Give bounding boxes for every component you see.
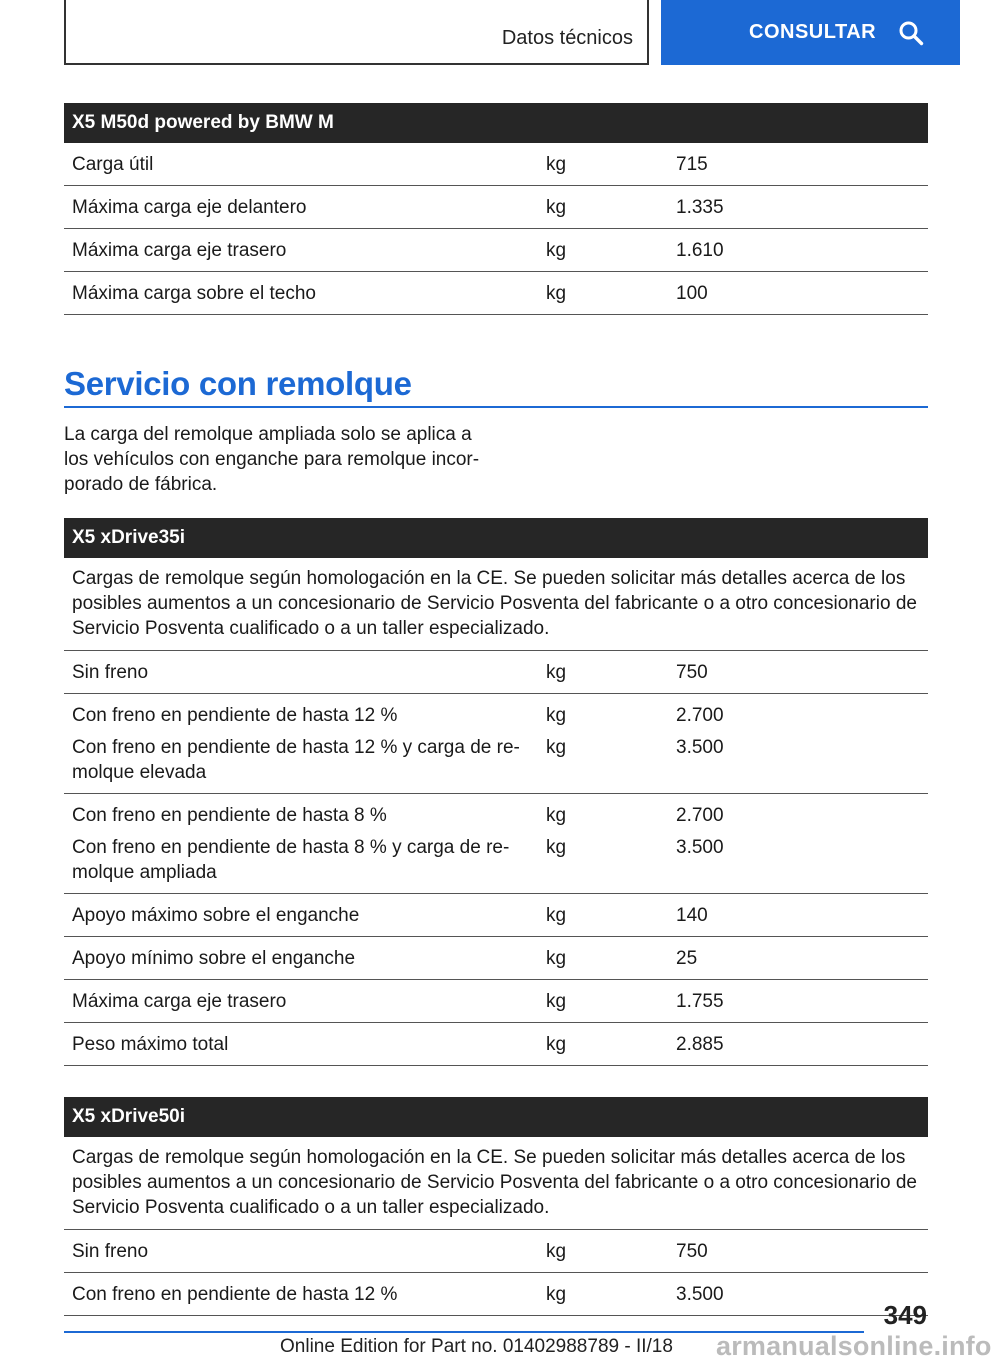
row-label-secondary: Con freno en pendiente de hasta 12 % y carga de remolque elevada — [72, 737, 520, 783]
row-unit: kg — [538, 143, 668, 186]
row-unit-group — [538, 694, 668, 794]
page-content — [64, 103, 928, 1316]
row-value: 1.610 — [668, 229, 928, 272]
table-description: Cargas de remolque según homologación en la CE. Se pueden solicitar más detalles acerca de los posibles aumentos a un concesionario de Servicio Posventa del fabricante o a otro concesionario de Servicio Posventa cualificado o a un taller especializado. — [64, 1137, 928, 1230]
consult-button[interactable] — [661, 0, 960, 65]
table-description-row — [64, 558, 928, 651]
table-row — [64, 694, 928, 794]
row-label: Con freno en pendiente de hasta 12 % — [72, 705, 398, 726]
row-value: 2.885 — [668, 1023, 928, 1066]
watermark: armanualsonline.info — [716, 1331, 992, 1361]
row-label: Máxima carga eje trasero — [64, 980, 538, 1023]
table-row — [64, 1273, 928, 1316]
row-value: 715 — [668, 143, 928, 186]
section-heading: Servicio con remolque — [64, 365, 928, 408]
table-row — [64, 937, 928, 980]
row-label: Apoyo mínimo sobre el enganche — [64, 937, 538, 980]
table-title: X5 M50d powered by BMW M — [64, 103, 928, 143]
table-row — [64, 229, 928, 272]
section-intro: La carga del remolque ampliada solo se aplica a los vehículos con enganche para remolque incorporado de fábrica. — [64, 424, 480, 495]
table-description: Cargas de remolque según homologación en la CE. Se pueden solicitar más detalles acerca de los posibles aumentos a un concesionario de Servicio Posventa del fabricante o a otro concesionario de Servicio Posventa cualificado o a un taller especializado. — [64, 558, 928, 651]
row-label: Máxima carga eje trasero — [64, 229, 538, 272]
row-value-group — [668, 794, 928, 894]
row-value-group — [668, 694, 928, 794]
row-value: 140 — [668, 894, 928, 937]
row-unit-group — [538, 794, 668, 894]
consult-button-label: CONSULTAR — [749, 21, 877, 43]
row-unit: kg — [538, 1230, 668, 1273]
row-value: 100 — [668, 272, 928, 315]
row-unit: kg — [546, 705, 567, 726]
table-row — [64, 272, 928, 315]
spec-table-x5-xdrive50i — [64, 1097, 928, 1316]
table-row — [64, 651, 928, 694]
row-value: 1.755 — [668, 980, 928, 1023]
table-row — [64, 143, 928, 186]
table-title: X5 xDrive50i — [64, 1097, 928, 1137]
row-label: Peso máximo total — [64, 1023, 538, 1066]
search-icon — [898, 20, 924, 46]
row-unit: kg — [538, 1273, 668, 1316]
row-label: Sin freno — [64, 651, 538, 694]
row-unit: kg — [538, 272, 668, 315]
footer-edition: Online Edition for Part no. 01402988789 - II/18 — [280, 1336, 673, 1357]
table-row — [64, 1023, 928, 1066]
row-value-secondary: 3.500 — [676, 837, 724, 858]
spec-table-x5-m50d — [64, 103, 928, 315]
row-unit: kg — [538, 186, 668, 229]
row-value: 2.700 — [676, 805, 724, 826]
section-title-header: Datos técnicos — [501, 27, 633, 49]
row-unit: kg — [538, 229, 668, 272]
row-unit: kg — [538, 1023, 668, 1066]
row-unit-secondary: kg — [546, 837, 567, 858]
row-label-group — [64, 794, 538, 894]
table-row — [64, 794, 928, 894]
table-description-row — [64, 1137, 928, 1230]
row-label-secondary: Con freno en pendiente de hasta 8 % y carga de remolque ampliada — [72, 837, 510, 883]
row-label: Con freno en pendiente de hasta 8 % — [72, 805, 387, 826]
row-label: Apoyo máximo sobre el enganche — [64, 894, 538, 937]
row-label: Carga útil — [64, 143, 538, 186]
row-value: 3.500 — [668, 1273, 928, 1316]
row-label: Con freno en pendiente de hasta 12 % — [64, 1273, 538, 1316]
row-label: Sin freno — [64, 1230, 538, 1273]
row-value: 1.335 — [668, 186, 928, 229]
row-unit: kg — [538, 894, 668, 937]
row-unit: kg — [538, 937, 668, 980]
header-bar — [64, 0, 649, 65]
row-value: 25 — [668, 937, 928, 980]
row-label-group — [64, 694, 538, 794]
table-row — [64, 980, 928, 1023]
row-label: Máxima carga eje delantero — [64, 186, 538, 229]
row-unit: kg — [546, 805, 567, 826]
row-unit-secondary: kg — [546, 737, 567, 758]
row-value: 2.700 — [676, 705, 724, 726]
row-value: 750 — [668, 651, 928, 694]
table-row — [64, 1230, 928, 1273]
table-row — [64, 186, 928, 229]
table-title: X5 xDrive35i — [64, 518, 928, 558]
row-unit: kg — [538, 651, 668, 694]
row-label: Máxima carga sobre el techo — [64, 272, 538, 315]
row-unit: kg — [538, 980, 668, 1023]
page-number: 349 — [883, 1300, 927, 1330]
row-value: 750 — [668, 1230, 928, 1273]
row-value-secondary: 3.500 — [676, 737, 724, 758]
table-row — [64, 894, 928, 937]
spec-table-x5-xdrive35i — [64, 518, 928, 1066]
